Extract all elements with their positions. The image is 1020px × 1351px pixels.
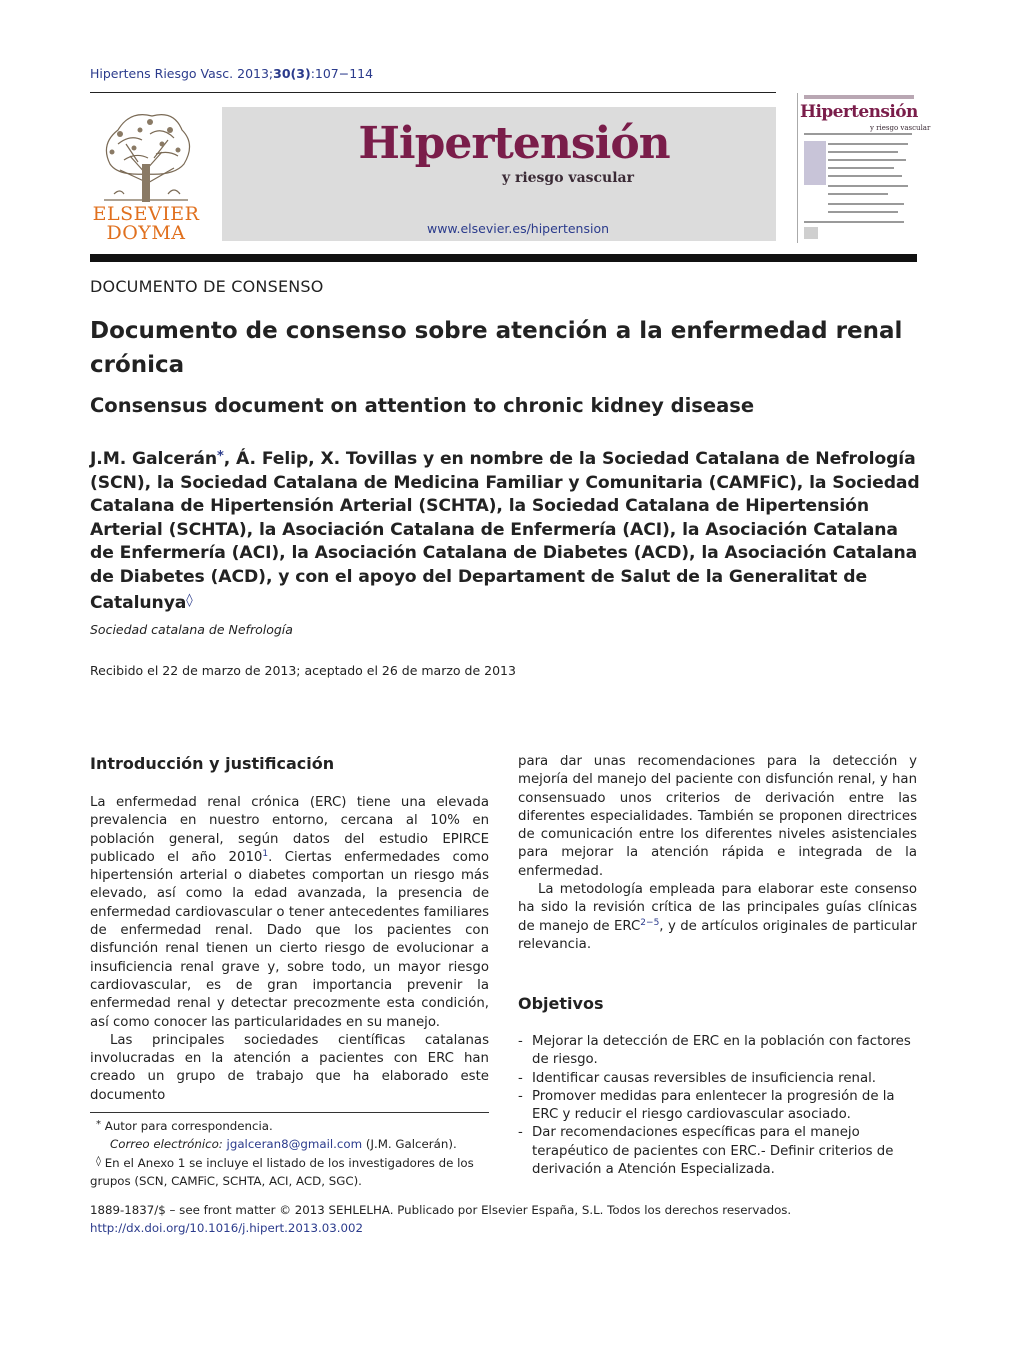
cover-subtitle: y riesgo vascular xyxy=(870,124,931,132)
intro-paragraph-2: Las principales sociedades científicas catalanas involucradas en la atención a pacientes con ERC han creado un grupo de trabajo que ha elaborado este documento xyxy=(90,1032,489,1103)
article-subtitle: Consensus document on attention to chronic kidney disease xyxy=(90,394,755,417)
footnote-star-mark: * xyxy=(96,1119,101,1130)
section-label: DOCUMENTO DE CONSENSO xyxy=(90,277,324,296)
intro-heading: Introducción y justificación xyxy=(90,754,335,773)
received-dates: Recibido el 22 de marzo de 2013; aceptado el 26 de marzo de 2013 xyxy=(90,663,516,678)
publisher-name[interactable] xyxy=(90,205,202,243)
publisher-line-2: DOYMA xyxy=(106,222,186,244)
intro-p3-text-cont: , y de artículos originales de particular relevancia. xyxy=(518,918,917,952)
email-link[interactable]: jgalceran8@gmail.com xyxy=(226,1136,363,1151)
footnote-divider xyxy=(90,1112,489,1113)
investigators-note-mark[interactable]: ◊ xyxy=(186,593,193,608)
publisher-line-1: ELSEVIER xyxy=(92,203,200,225)
objectives-heading: Objetivos xyxy=(518,994,604,1013)
corresponding-author-mark[interactable]: * xyxy=(217,449,224,464)
reference-2-5-link[interactable]: 2−5 xyxy=(640,917,660,928)
footnote-investigators xyxy=(90,1153,489,1190)
list-item: - Mejorar la detección de ERC en la población con factores de riesgo. xyxy=(518,1033,917,1070)
journal-title: Hipertensión xyxy=(358,118,670,169)
page-footer xyxy=(90,1201,791,1237)
author-first: J.M. Galcerán xyxy=(90,449,217,469)
cover-title: Hipertensión xyxy=(800,102,918,122)
footnotes xyxy=(90,1116,489,1190)
intro-p1-text-cont: . Ciertas enfermedades como hipertensión arterial o diabetes comportan un riesgo más elevado, así como la edad avanzada, la presencia de enfermedad cardiovascular o tener antecedentes familiares de enfermedad renal. Dado que los pacientes con disfunción renal tienen un cierto riesgo de evolucionar a insuficiencia renal grave y, sobre todo, un mayor riesgo cardiovascular, es de gran importancia prevenir la enfermedad renal y detectar precozmente esta condición, así como conocer las particularidades en su manejo. xyxy=(90,849,489,1030)
list-item: - Promover medidas para enlentecer la progresión de la ERC y reducir el riesgo cardiovascular asociado. xyxy=(518,1088,917,1125)
footnote-diamond-text: En el Anexo 1 se incluye el listado de los investigadores de los grupos (SCN, CAMFiC, SCHTA, ACI, ACD, SGC). xyxy=(90,1156,474,1188)
intro-p1-text: La enfermedad renal crónica (ERC) tiene una elevada prevalencia en nuestro entorno, cercana al 10% en población general, según datos del estudio EPIRCE publicado el año 2010 xyxy=(90,795,489,865)
affiliation: Sociedad catalana de Nefrología xyxy=(90,622,293,637)
footnote-corresponding xyxy=(90,1116,489,1136)
footnote-diamond-mark: ◊ xyxy=(96,1156,101,1167)
intro-p3-text: La metodología empleada para elaborar este consenso ha sido la revisión crítica de las principales guías clínicas de manejo de ERC xyxy=(518,882,917,934)
intro-paragraph-1 xyxy=(90,794,489,1032)
intro-column-right xyxy=(518,753,917,954)
journal-citation[interactable] xyxy=(90,66,373,81)
list-item: - Dar recomendaciones específicas para el manejo terapéutico de pacientes con ERC.- Definir criterios de derivación a Atención Especializada. xyxy=(518,1124,917,1179)
intro-paragraph-2-cont: para dar unas recomendaciones para la detección y mejoría del manejo del paciente con disfunción renal, y han consensuado unos criterios de derivación entre las diferentes especialidades. También se proponen directrices de comunicación entre los diferentes niveles asistenciales para mejorar la atención rápida e integrada de la enfermedad. xyxy=(518,754,917,879)
reference-1-link[interactable]: 1 xyxy=(262,848,269,859)
intro-paragraph-3 xyxy=(518,881,917,954)
intro-column-left xyxy=(90,794,489,1105)
journal-url-link[interactable]: www.elsevier.es/hipertension xyxy=(426,221,610,236)
article-title: Documento de consenso sobre atención a la enfermedad renal crónica xyxy=(90,318,903,378)
copyright-line: 1889-1837/$ – see front matter © 2013 SEHLELHA. Publicado por Elsevier España, S.L. Todos los derechos reservados. xyxy=(90,1203,792,1217)
citation-volume: 30(3) xyxy=(273,66,311,81)
email-owner: (J.M. Galcerán). xyxy=(365,1136,457,1151)
citation-pages: :107−114 xyxy=(310,66,374,81)
header-thick-divider xyxy=(90,254,917,262)
list-item: - Identificar causas reversibles de insuficiencia renal. xyxy=(518,1070,917,1088)
doi-link[interactable]: http://dx.doi.org/10.1016/j.hipert.2013.03.002 xyxy=(90,1221,363,1235)
author-list xyxy=(90,445,920,616)
journal-subtitle: y riesgo vascular xyxy=(501,170,634,186)
email-label: Correo electrónico: xyxy=(110,1136,223,1151)
footnote-email xyxy=(90,1136,489,1154)
objectives-list xyxy=(518,1033,917,1179)
citation-journal: Hipertens Riesgo Vasc. 2013; xyxy=(90,66,274,81)
footnote-star-text: Autor para correspondencia. xyxy=(104,1119,273,1133)
author-rest: , Á. Felip, X. Tovillas y en nombre de la Sociedad Catalana de Nefrología (SCN), la Sociedad Catalana de Medicina Familiar y Comunitaria (CAMFiC), la Sociedad Catalana de Hipertensión Arterial (SCHTA), la Sociedad Catalana de Hipertensión Arterial (SCHTA), la Asociación Catalana de Enfermería (ACI), la Asociación Catalana de Enfermería (ACI), la Asociación Catalana de Diabetes (ACD), la Asociación Catalana de Diabetes (ACD), y con el apoyo del Departament de Salut de la Generalitat de Catalunya xyxy=(90,449,920,613)
header-divider xyxy=(90,92,776,93)
